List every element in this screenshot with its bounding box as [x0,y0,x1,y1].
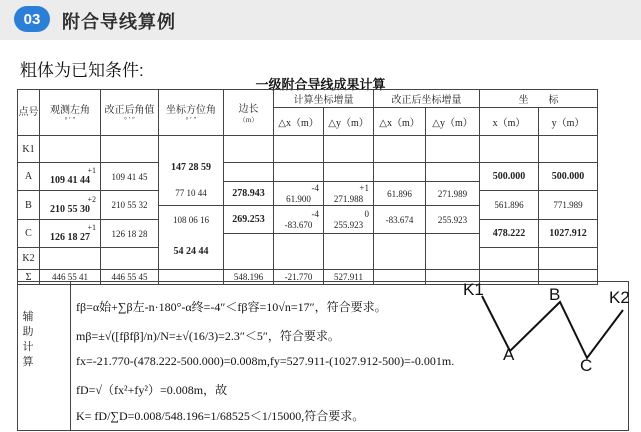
col-header-obs-angle: 观测左角 ° ′ ″ [40,90,101,136]
section-title: 附合导线算例 [62,12,176,32]
dx-adj-a-b: 61.896 [374,182,426,206]
obs-angle-c: +1 126 18 27 [40,220,101,248]
coord-x-a: 500.000 [480,163,539,191]
corr-angle-b: 210 55 32 [101,191,159,220]
dy-adj-a-b: 271.989 [426,182,480,206]
formula-angle-closure: fβ=α始+∑β左-n·180°-α终=-4″＜fβ容=10√n=17″，符合要求。 [76,300,387,314]
formula-angle-rmse: mβ=±√([fβfβ]/n)/N=±√(16/3)=2.3″＜5″，符合要求。 [76,329,340,343]
col-header-x: x（m） [480,108,539,136]
corr-angle-a: 109 41 45 [101,163,159,191]
dx-adj-b-c: -83.674 [374,206,426,234]
formula-relative-closure: K= fD/∑D=0.008/548.196=1/68525＜1/15000,符合要求。 [76,409,365,423]
coord-x-b: 561.896 [480,191,539,220]
point-label-k1: K1 [463,280,484,299]
auxiliary-calculation-label: 辅助计算 [22,311,34,368]
col-header-y: y（m） [539,108,598,136]
col-header-dx: △x（m） [274,108,324,136]
known-conditions-note: 粗体为已知条件: [20,61,144,80]
sum-side: 548.196 [224,270,274,285]
dy-b-c: 0 255.923 [324,206,374,234]
dy-a-b: +1 271.988 [324,182,374,206]
coord-y-c: 1027.912 [539,220,598,248]
table-caption: 一级附合导线成果计算 [255,77,386,92]
dx-b-c: -4 -83.670 [274,206,324,234]
col-header-azimuth: 坐标方位角 ° ′ ″ [159,90,224,136]
azimuth-b-c: 108 06 16 [159,206,224,234]
col-header-dy-corrected: △y（m） [426,108,480,136]
point-label-a: A [503,345,515,364]
sum-corr-angle: 446 55 45 [101,270,159,285]
row-point-k2: K2 [18,248,40,270]
row-sum: Σ [18,270,40,285]
corr-angle-c: 126 18 28 [101,220,159,248]
point-label-b: B [549,285,561,304]
formula-coordinate-closure: fx=-21.770-(478.222-500.000)=0.008m,fy=527.911-(1027.912-500)=-0.001m. [76,354,455,368]
obs-angle-b: +2 210 55 30 [40,191,101,220]
slide-header [0,0,641,40]
azimuth-a-b: 77 10 44 [159,182,224,206]
sum-dx: -21.770 [274,270,324,285]
col-header-coordinates: 坐 标 [480,90,598,108]
sum-obs-angle: 446 55 41 [40,270,101,285]
obs-angle-a: +1 109 41 44 [40,163,101,191]
coord-y-b: 771.989 [539,191,598,220]
section-number-badge: 03 [14,6,50,32]
azimuth-c-k2: 54 24 44 [159,234,224,270]
coord-x-c: 478.222 [480,220,539,248]
col-header-dy: △y（m） [324,108,374,136]
row-point-c: C [18,220,40,248]
col-header-side-length: 边长 （m） [224,90,274,136]
azimuth-k1-a: 147 28 59 [159,154,224,182]
col-header-corrected-increment: 改正后坐标增量 [374,90,480,108]
traverse-results-table [17,89,598,285]
row-point-b: B [18,191,40,220]
col-header-calc-increment: 计算坐标增量 [274,90,374,108]
row-point-k1: K1 [18,136,40,163]
col-header-corrected-angle: 改正后角值 ° ′ ″ [101,90,159,136]
col-header-point: 点号 [18,90,40,136]
dy-adj-b-c: 255.923 [426,206,480,234]
point-label-c: C [580,356,593,375]
side-a-b: 278.943 [224,182,274,206]
coord-y-a: 500.000 [539,163,598,191]
formula-total-closure: fD=√（fx²+fy²）=0.008m，故 [76,383,228,397]
sum-dy: 527.911 [324,270,374,285]
point-label-k2: K2 [609,288,630,307]
dx-a-b: -4 61.900 [274,182,324,206]
row-point-a: A [18,163,40,191]
side-b-c: 269.253 [224,206,274,234]
col-header-dx-corrected: △x（m） [374,108,426,136]
